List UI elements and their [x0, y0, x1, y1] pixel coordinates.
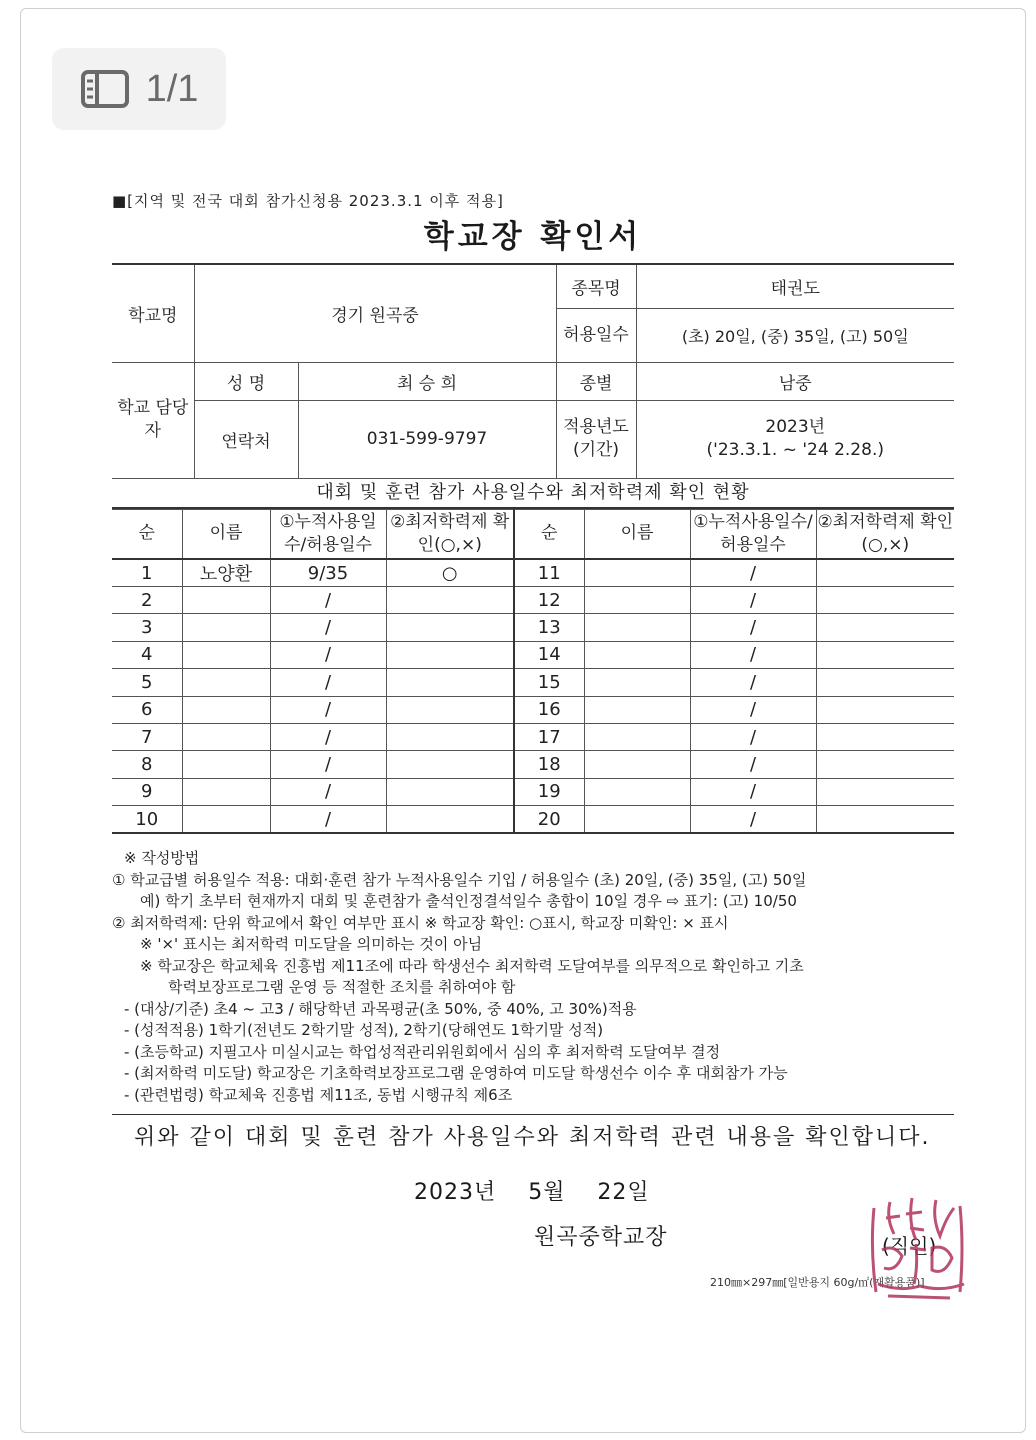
days-used: /: [690, 723, 816, 750]
academic-check: [386, 806, 514, 833]
row-number: 5: [112, 669, 182, 696]
instruction-line: - (초등학교) 지필고사 미실시교는 학업성적관리위원회에서 심의 후 최저학력 도달여부 결정: [124, 1042, 721, 1061]
academic-check: [816, 751, 954, 778]
principal-name: 원곡중학교장: [534, 1225, 668, 1251]
academic-check: [386, 751, 514, 778]
academic-check: [816, 778, 954, 805]
year-label: 적용년도 (기간): [556, 400, 636, 478]
row-number: 4: [112, 641, 182, 668]
academic-check: [386, 696, 514, 723]
row-number: 20: [514, 806, 584, 833]
paper-spec: 210㎜×297㎜[일반용지 60g/㎡(재활용품)]: [710, 1276, 925, 1289]
athlete-name: [584, 587, 690, 614]
instruction-line: - (관련법령) 학교체육 진흥법 제11조, 동법 시행규칙 제6조: [124, 1085, 513, 1104]
category-label: 종별: [556, 362, 636, 400]
instruction-line: ※ '×' 표시는 최저학력 미도달을 의미하는 것이 아님: [140, 935, 483, 954]
academic-check: [816, 669, 954, 696]
row-number: 15: [514, 669, 584, 696]
table-row: [112, 641, 954, 668]
academic-check: [386, 614, 514, 641]
days-used: /: [690, 559, 816, 587]
row-number: 13: [514, 614, 584, 641]
header-days: ①누적사용일수/허용일수: [690, 509, 816, 559]
instruction-line: 예) 학기 초부터 현재까지 대회 및 훈련참가 출석인정결석일수 총합이 10일 경우 ⇨ 표기: (고) 10/50: [140, 892, 797, 911]
days-used: /: [690, 806, 816, 833]
athlete-name: [584, 559, 690, 587]
days-used: 9/35: [270, 559, 386, 587]
row-number: 19: [514, 778, 584, 805]
athlete-name: [584, 669, 690, 696]
athlete-name: [584, 778, 690, 805]
table-row: [112, 806, 954, 833]
row-number: 10: [112, 806, 182, 833]
academic-check: ○: [386, 559, 514, 587]
athlete-name: [584, 696, 690, 723]
instruction-line: ※ 학교장은 학교체육 진흥법 제11조에 따라 학생선수 최저학력 도달여부를 의무적으로 확인하고 기초: [140, 956, 804, 975]
info-table: [112, 263, 954, 479]
table-row: [112, 751, 954, 778]
confirmation-document: [112, 190, 954, 1289]
academic-check: [386, 778, 514, 805]
table-row: [112, 587, 954, 614]
row-number: 1: [112, 559, 182, 587]
athlete-name: [584, 723, 690, 750]
header-name: 이름: [584, 509, 690, 559]
name-label: 성 명: [194, 362, 298, 400]
year-range: ('23.3.1. ~ '24 2.28.): [706, 440, 884, 460]
academic-check: [816, 806, 954, 833]
athlete-name: 노양환: [182, 559, 270, 587]
athlete-name: [182, 587, 270, 614]
academic-check: [386, 669, 514, 696]
header-academic: ②최저학력제 확인(○,×): [816, 509, 954, 559]
academic-check: [816, 614, 954, 641]
sport-label: 종목명: [556, 264, 636, 308]
section-title: 대회 및 훈련 참가 사용일수와 최저학력제 확인 현황: [112, 479, 954, 509]
contact-value: 031-599-9797: [298, 400, 556, 478]
table-row: [112, 696, 954, 723]
allowed-days-value: (초) 20일, (중) 35일, (고) 50일: [636, 308, 954, 362]
sport-value: 태권도: [636, 264, 954, 308]
name-value: 최 승 희: [298, 362, 556, 400]
document-title: 학교장 확인서: [423, 219, 643, 255]
seal-label: (직인): [882, 1234, 937, 1258]
instruction-line: - (최저학력 미도달) 학교장은 기초학력보장프로그램 운영하여 미도달 학생선수 이수 후 대회참가 가능: [124, 1064, 788, 1083]
athlete-name: [584, 614, 690, 641]
header-name: 이름: [182, 509, 270, 559]
days-used: /: [690, 778, 816, 805]
days-used: /: [690, 669, 816, 696]
instruction-line: - (성적적용) 1학기(전년도 2학기말 성적), 2학기(당해연도 1학기말 성적): [124, 1021, 604, 1040]
row-number: 2: [112, 587, 182, 614]
days-used: /: [270, 806, 386, 833]
year-cell: [636, 400, 954, 478]
athlete-name: [584, 806, 690, 833]
academic-check: [386, 641, 514, 668]
academic-check: [816, 641, 954, 668]
row-number: 7: [112, 723, 182, 750]
days-used: /: [270, 614, 386, 641]
row-number: 9: [112, 778, 182, 805]
category-value: 남중: [636, 362, 954, 400]
row-number: 3: [112, 614, 182, 641]
academic-check: [816, 723, 954, 750]
athlete-name: [584, 641, 690, 668]
days-used: /: [270, 641, 386, 668]
athlete-name: [182, 751, 270, 778]
manager-label: 학교 담당자: [112, 362, 194, 478]
days-used: /: [270, 778, 386, 805]
sidebar-panel-icon[interactable]: [80, 69, 130, 109]
days-used: /: [690, 614, 816, 641]
days-used: /: [270, 587, 386, 614]
academic-check: [816, 696, 954, 723]
instruction-line: ※ 작성방법: [124, 849, 200, 868]
instruction-line: 학력보장프로그램 운영 등 적절한 조치를 취하여야 함: [168, 978, 516, 997]
row-number: 12: [514, 587, 584, 614]
header-no: 순: [514, 509, 584, 559]
school-label: 학교명: [112, 264, 194, 362]
instruction-line: ② 최저학력제: 단위 학교에서 확인 여부만 표시 ※ 학교장 확인: ○표시, 학교장 미확인: × 표시: [112, 913, 729, 932]
row-number: 16: [514, 696, 584, 723]
page-indicator[interactable]: [52, 48, 226, 130]
row-number: 18: [514, 751, 584, 778]
official-seal-stamp: [860, 1188, 980, 1308]
school-value: 경기 원곡중: [194, 264, 556, 362]
header-academic: ②최저학력제 확인(○,×): [386, 509, 514, 559]
days-used: /: [690, 696, 816, 723]
table-row: [112, 614, 954, 641]
days-used: /: [690, 751, 816, 778]
page-count: 1/1: [145, 67, 199, 110]
row-number: 8: [112, 751, 182, 778]
form-note: ■[지역 및 전국 대회 참가신청용 2023.3.1 이후 적용]: [112, 192, 504, 210]
row-number: 14: [514, 641, 584, 668]
instruction-line: ① 학교급별 허용일수 적용: 대회·훈련 참가 누적사용일수 기입 / 허용일수 (초) 20일, (중) 35일, (고) 50일: [112, 870, 807, 889]
academic-check: [386, 587, 514, 614]
writing-instructions: [112, 848, 954, 1106]
academic-check: [816, 559, 954, 587]
athlete-name: [182, 778, 270, 805]
row-number: 17: [514, 723, 584, 750]
confirmation-text: 위와 같이 대회 및 훈련 참가 사용일수와 최저학력 관련 내용을 확인합니다.: [134, 1125, 931, 1151]
header-no: 순: [112, 509, 182, 559]
days-used: /: [690, 641, 816, 668]
athlete-name: [182, 696, 270, 723]
table-row: [112, 723, 954, 750]
days-used: /: [270, 751, 386, 778]
athlete-name: [182, 806, 270, 833]
table-body: [112, 559, 954, 833]
days-used: /: [690, 587, 816, 614]
athlete-name: [182, 723, 270, 750]
row-number: 6: [112, 696, 182, 723]
confirmation-block: [112, 1114, 954, 1251]
table-row: [112, 559, 954, 587]
athlete-name: [584, 751, 690, 778]
instruction-line: - (대상/기준) 초4 ~ 고3 / 해당학년 과목평균(초 50%, 중 40%, 고 30%)적용: [124, 999, 637, 1018]
academic-check: [816, 587, 954, 614]
contact-label: 연락처: [194, 400, 298, 478]
days-used: /: [270, 696, 386, 723]
athlete-name: [182, 614, 270, 641]
row-number: 11: [514, 559, 584, 587]
year-value: 2023년: [765, 417, 826, 437]
issue-date: 2023년 5월 22일: [414, 1180, 650, 1206]
athlete-name: [182, 669, 270, 696]
days-used: /: [270, 723, 386, 750]
table-row: [112, 669, 954, 696]
table-row: [112, 778, 954, 805]
athlete-name: [182, 641, 270, 668]
header-days: ①누적사용일수/허용일수: [270, 509, 386, 559]
academic-check: [386, 723, 514, 750]
participation-table: [112, 509, 954, 835]
days-used: /: [270, 669, 386, 696]
allowed-days-label: 허용일수: [556, 308, 636, 362]
